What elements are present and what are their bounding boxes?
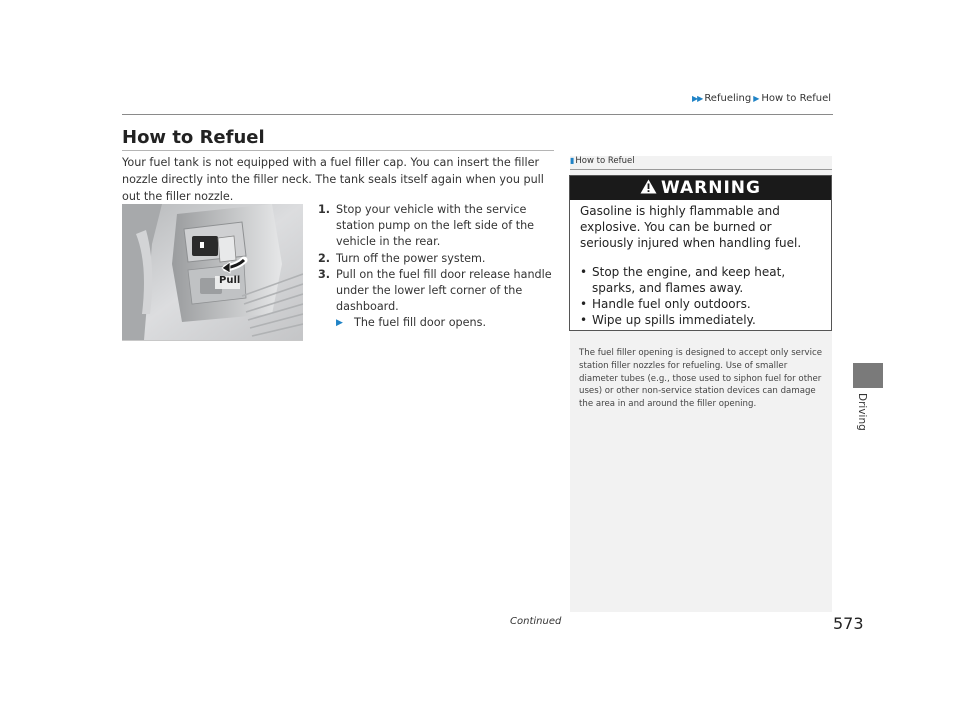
header-divider [122,114,833,115]
breadcrumb [692,93,831,104]
result-arrow-icon: ▶ [336,318,343,329]
pull-callout-label: Pull [219,275,241,286]
result-text: The fuel fill door opens. [354,316,487,330]
arrow-icon: ▶ [753,94,760,103]
side-note-divider [570,169,832,170]
step-text: Pull on the fuel fill door release handle under the lower left corner of the dashboard. [336,267,552,314]
continued-label: Continued [510,616,562,627]
warning-triangle-icon [640,179,657,194]
warning-list [580,264,826,328]
steps-list [318,202,556,332]
step-item [318,202,556,251]
illustration-drawing [122,204,303,340]
step-number: 2. [318,251,331,265]
step-number: 1. [318,203,331,216]
step-text: Turn off the power system. [336,251,486,265]
side-note-heading [570,156,832,166]
warning-list-item: • Handle fuel only outdoors. [580,296,826,312]
title-divider [122,150,554,151]
step-result [318,315,556,331]
breadcrumb-section[interactable]: Refueling [704,93,752,104]
warning-text: Gasoline is highly flammable and explosive. You can be burned or seriously injured when handling fuel. [580,204,802,250]
intro-paragraph: Your fuel tank is not equipped with a fuel filler cap. You can insert the filler nozzle directly into the filler neck. The tank seals itself again when you pull out the filler nozzle. [122,156,544,203]
breadcrumb-page: How to Refuel [761,93,832,104]
note-marker-icon: ▮ [570,156,575,165]
warning-list-item: • Wipe up spills immediately. [580,312,826,328]
side-note-heading-text: How to Refuel [575,156,635,166]
fuel-door-release-illustration [122,204,303,341]
step-number: 3. [318,267,331,281]
step-item [318,267,556,316]
warning-header [570,176,831,200]
step-item [318,251,556,267]
warning-label: WARNING [661,178,761,198]
step-text: Stop your vehicle with the service station pump on the left side of the vehicle in the rear. [336,203,535,249]
double-arrow-icon: ▶▶ [692,94,703,103]
chapter-tab-label[interactable]: Driving [856,393,868,431]
side-note-body: The fuel filler opening is designed to accept only service station filler nozzles for refueling. Use of smaller diameter tubes (e.g., those used to siphon fuel for other uses) or other non-service station devices can damage the area in and around the filler opening. [579,348,822,410]
page-number: 573 [833,614,864,633]
warning-list-item: • Stop the engine, and keep heat, sparks, and flames away. [580,264,826,296]
page-title: How to Refuel [122,127,265,148]
chapter-tab[interactable] [853,363,883,388]
